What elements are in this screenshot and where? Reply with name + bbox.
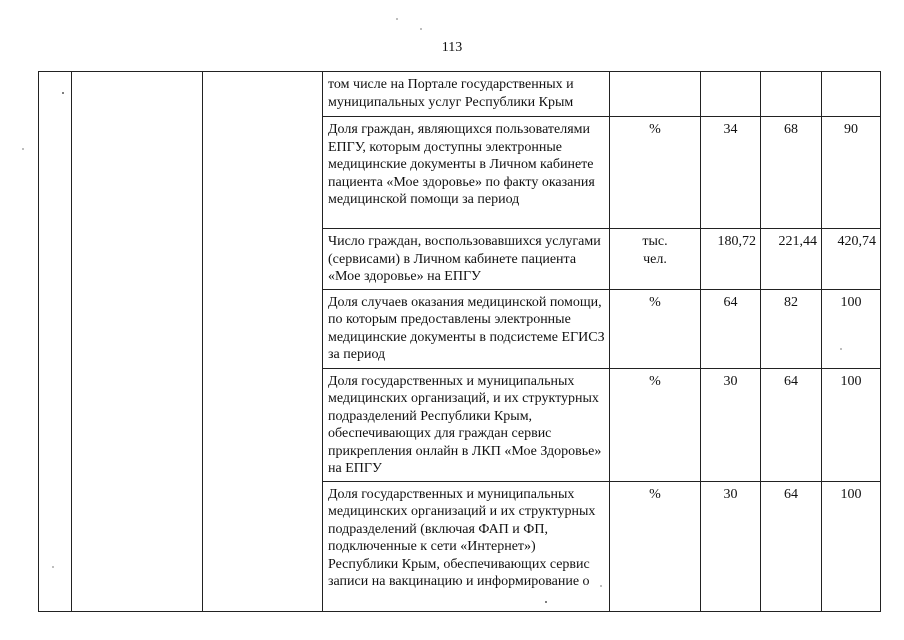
indicator-description: Число граждан, воспользовавшихся услугами (сервисами) в Личном кабинете пациента «Мое здоровье» на ЕПГУ (323, 229, 610, 290)
value-cell-2: 68 (761, 117, 822, 229)
value-cell-1 (701, 72, 761, 117)
indicator-description: Доля государственных и муниципальных медицинских организаций и их структурных подразделений (включая ФАП и ФП, подключенные к сети «Интернет») Республики Крым, обеспечивающих сервис записи на вакцинацию и информирование о (323, 481, 610, 611)
task-cell (203, 72, 323, 612)
value-cell-1: 64 (701, 289, 761, 368)
row-number-cell (39, 72, 72, 612)
indicator-description: Доля граждан, являющихся пользователями ЕПГУ, которым доступны электронные медицинские документы в Личном кабинете пациента «Мое здоровье» по факту оказания медицинской помощи за период (323, 117, 610, 229)
scan-speck (420, 28, 422, 30)
value-cell-3: 100 (822, 368, 881, 481)
program-name-cell (72, 72, 203, 612)
value-cell-3 (822, 72, 881, 117)
scan-speck (62, 92, 64, 94)
value-cell-2: 64 (761, 481, 822, 611)
value-cell-2: 64 (761, 368, 822, 481)
table-row (39, 72, 881, 117)
unit-cell (610, 72, 701, 117)
scan-speck (396, 18, 398, 20)
unit-label: тыс. чел. (642, 234, 668, 267)
value-cell-1: 180,72 (701, 229, 761, 290)
page-number: 113 (441, 40, 463, 55)
value-cell-2 (761, 72, 822, 117)
indicator-description: том числе на Портале государственных и муниципальных услуг Республики Крым (323, 72, 610, 117)
indicator-description: Доля случаев оказания медицинской помощи, по которым предоставлены электронные медицинские документы в подсистеме ЕГИСЗ за период (323, 289, 610, 368)
scan-speck (22, 148, 24, 150)
unit-cell: % (610, 368, 701, 481)
scan-speck (545, 601, 547, 603)
indicator-description: Доля государственных и муниципальных медицинских организаций, и их структурных подразделений Республики Крым, обеспечивающих для граждан сервис прикрепления онлайн в ЛКП «Мое Здоровье» на ЕПГУ (323, 368, 610, 481)
scan-speck (600, 585, 602, 587)
value-cell-3: 100 (822, 289, 881, 368)
scan-speck (52, 566, 54, 568)
unit-cell: % (610, 289, 701, 368)
unit-cell (610, 229, 701, 290)
value-cell-3: 90 (822, 117, 881, 229)
value-cell-1: 30 (701, 481, 761, 611)
value-cell-3: 100 (822, 481, 881, 611)
value-cell-2: 82 (761, 289, 822, 368)
indicator-table (38, 71, 881, 612)
value-cell-1: 34 (701, 117, 761, 229)
unit-cell: % (610, 117, 701, 229)
scan-speck (840, 348, 842, 350)
unit-cell: % (610, 481, 701, 611)
value-cell-2: 221,44 (761, 229, 822, 290)
value-cell-1: 30 (701, 368, 761, 481)
value-cell-3: 420,74 (822, 229, 881, 290)
